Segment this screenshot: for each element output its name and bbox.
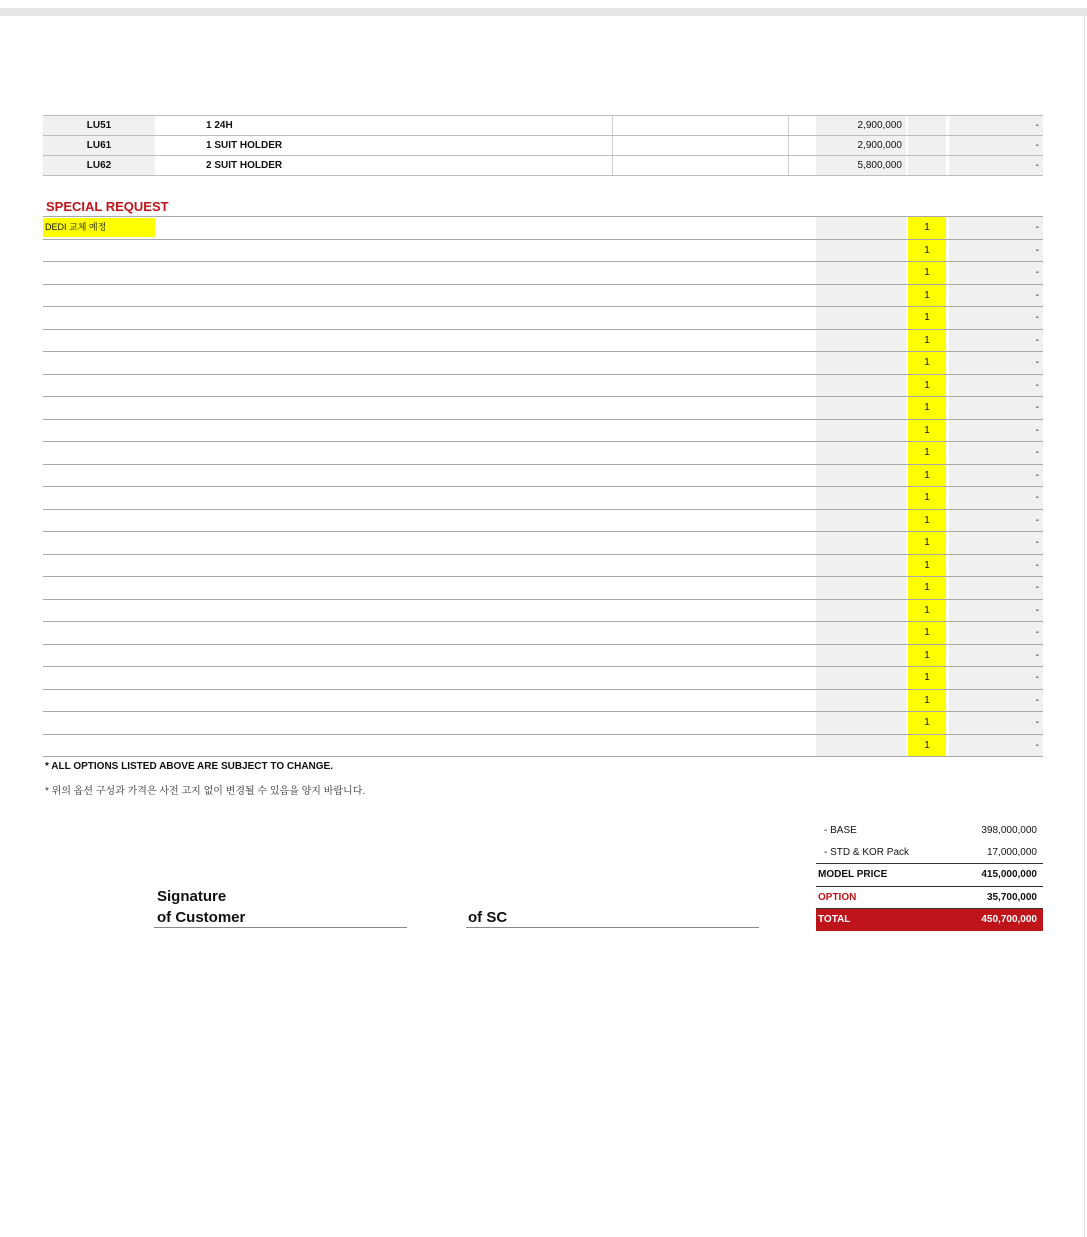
special-request-heading: SPECIAL REQUEST: [46, 199, 169, 214]
request-price[interactable]: [816, 442, 906, 464]
request-price[interactable]: [816, 465, 906, 487]
request-description[interactable]: [43, 466, 45, 485]
table-row: [43, 644, 1043, 667]
option-qty: [908, 136, 946, 155]
table-row: [43, 509, 1043, 532]
option-code: LU51: [43, 116, 155, 135]
request-description[interactable]: DEDI 교체 예정: [43, 218, 155, 237]
request-qty[interactable]: 1: [908, 240, 946, 262]
option-qty: [908, 156, 946, 175]
request-qty[interactable]: 1: [908, 375, 946, 397]
table-row: [43, 155, 1043, 176]
customer-signature-line2: of Customer: [157, 909, 246, 926]
request-qty[interactable]: 1: [908, 465, 946, 487]
request-price[interactable]: [816, 712, 906, 734]
request-qty[interactable]: 1: [908, 352, 946, 374]
request-price[interactable]: [816, 622, 906, 644]
request-description[interactable]: [43, 668, 45, 687]
customer-signature-label: [157, 886, 245, 928]
request-price[interactable]: [816, 555, 906, 577]
request-description[interactable]: [43, 263, 45, 282]
request-qty[interactable]: 1: [908, 262, 946, 284]
model-price-value: 415,000,000: [981, 869, 1037, 880]
request-qty[interactable]: 1: [908, 420, 946, 442]
option-name: 1 SUIT HOLDER: [206, 140, 283, 151]
request-qty[interactable]: 1: [908, 577, 946, 599]
request-price[interactable]: [816, 690, 906, 712]
table-row: [43, 689, 1043, 712]
request-description[interactable]: [43, 376, 45, 395]
request-qty[interactable]: 1: [908, 487, 946, 509]
request-qty[interactable]: 1: [908, 690, 946, 712]
sc-signature-label: of SC: [468, 909, 508, 926]
table-row: [43, 599, 1043, 622]
request-qty[interactable]: 1: [908, 510, 946, 532]
pack-label: - STD & KOR Pack: [824, 846, 910, 858]
column-divider: [788, 136, 789, 155]
request-qty[interactable]: 1: [908, 667, 946, 689]
option-price: 5,800,000: [816, 156, 906, 175]
option-name: 1 24H: [206, 120, 233, 131]
table-row: [43, 666, 1043, 689]
request-qty[interactable]: 1: [908, 285, 946, 307]
table-row: [43, 329, 1043, 352]
summary-total-row: [816, 908, 1043, 931]
request-description[interactable]: [43, 646, 45, 665]
request-amount: -: [949, 217, 1043, 239]
table-row: [43, 284, 1043, 307]
request-qty[interactable]: 1: [908, 622, 946, 644]
request-amount: -: [949, 645, 1043, 667]
request-price[interactable]: [816, 600, 906, 622]
request-description[interactable]: [43, 578, 45, 597]
column-divider: [788, 116, 789, 135]
request-qty[interactable]: 1: [908, 397, 946, 419]
request-price[interactable]: [816, 577, 906, 599]
request-qty[interactable]: 1: [908, 555, 946, 577]
request-description[interactable]: [43, 353, 45, 372]
request-description[interactable]: [43, 488, 45, 507]
table-row: [43, 576, 1043, 599]
request-price[interactable]: [816, 285, 906, 307]
request-price[interactable]: [816, 735, 906, 757]
request-description[interactable]: [43, 623, 45, 642]
request-description[interactable]: [43, 713, 45, 732]
table-row: [43, 531, 1043, 554]
table-row: [43, 464, 1043, 487]
request-description[interactable]: [43, 533, 45, 552]
request-price[interactable]: [816, 240, 906, 262]
column-divider: [612, 116, 613, 135]
request-amount: -: [949, 420, 1043, 442]
request-qty[interactable]: 1: [908, 217, 946, 239]
request-amount: -: [949, 622, 1043, 644]
request-qty[interactable]: 1: [908, 442, 946, 464]
top-bar: [0, 8, 1087, 16]
table-row: [43, 711, 1043, 734]
request-amount: -: [949, 465, 1043, 487]
summary-base-row: [816, 820, 1043, 842]
disclaimer-en: * ALL OPTIONS LISTED ABOVE ARE SUBJECT TO CHANGE.: [45, 761, 333, 772]
request-amount: -: [949, 442, 1043, 464]
option-name: 2 SUIT HOLDER: [206, 160, 283, 171]
summary-model-row: [816, 863, 1043, 886]
request-amount: -: [949, 307, 1043, 329]
request-description[interactable]: [43, 691, 45, 710]
customer-signature-line[interactable]: [154, 927, 407, 928]
model-price-label: MODEL PRICE: [818, 869, 888, 880]
request-qty[interactable]: 1: [908, 600, 946, 622]
option-price: 2,900,000: [816, 136, 906, 155]
page-edge: [1084, 16, 1085, 1237]
table-row: [43, 351, 1043, 374]
table-row: [43, 621, 1043, 644]
request-price[interactable]: [816, 510, 906, 532]
request-description[interactable]: [43, 308, 45, 327]
request-price[interactable]: [816, 667, 906, 689]
table-row: [43, 135, 1043, 155]
request-description[interactable]: [43, 331, 45, 350]
table-row: [43, 396, 1043, 419]
price-summary: [816, 820, 1043, 931]
table-row: [43, 216, 1043, 239]
request-amount: -: [949, 735, 1043, 757]
request-amount: -: [949, 667, 1043, 689]
request-qty[interactable]: 1: [908, 645, 946, 667]
option-label: OPTION: [818, 891, 857, 903]
request-amount: -: [949, 600, 1043, 622]
request-qty[interactable]: 1: [908, 307, 946, 329]
request-description[interactable]: [43, 241, 45, 260]
base-value: 398,000,000: [981, 825, 1037, 836]
table-row: [43, 115, 1043, 135]
request-amount: -: [949, 690, 1043, 712]
request-amount: -: [949, 532, 1043, 554]
sc-signature-line[interactable]: [466, 927, 759, 928]
request-price[interactable]: [816, 420, 906, 442]
request-price[interactable]: [816, 645, 906, 667]
option-amount: -: [949, 136, 1043, 155]
request-amount: -: [949, 240, 1043, 262]
request-qty[interactable]: 1: [908, 712, 946, 734]
table-row: [43, 374, 1043, 397]
options-table: [43, 115, 1043, 176]
request-price[interactable]: [816, 397, 906, 419]
option-qty: [908, 116, 946, 135]
table-row: [43, 261, 1043, 284]
column-divider: [612, 156, 613, 175]
table-row: [43, 306, 1043, 329]
request-amount: -: [949, 577, 1043, 599]
request-amount: -: [949, 397, 1043, 419]
request-amount: -: [949, 375, 1043, 397]
request-amount: -: [949, 510, 1043, 532]
option-code: LU61: [43, 136, 155, 155]
disclaimer-ko: * 위의 옵션 구성과 가격은 사전 고지 없이 변경될 수 있음을 양지 바랍니다.: [45, 786, 366, 797]
summary-pack-row: [816, 842, 1043, 864]
request-description[interactable]: [43, 736, 45, 755]
request-description[interactable]: [43, 443, 45, 462]
request-amount: -: [949, 330, 1043, 352]
request-qty[interactable]: 1: [908, 532, 946, 554]
option-amount: -: [949, 156, 1043, 175]
request-price[interactable]: [816, 487, 906, 509]
request-amount: -: [949, 487, 1043, 509]
request-price[interactable]: [816, 307, 906, 329]
request-amount: -: [949, 352, 1043, 374]
table-row: [43, 486, 1043, 509]
request-description[interactable]: [43, 286, 45, 305]
table-row: [43, 419, 1043, 442]
pack-value: 17,000,000: [986, 846, 1037, 858]
summary-option-row: [816, 886, 1043, 909]
request-amount: -: [949, 712, 1043, 734]
request-description[interactable]: [43, 556, 45, 575]
request-price[interactable]: [816, 532, 906, 554]
request-price[interactable]: [816, 352, 906, 374]
request-price[interactable]: [816, 262, 906, 284]
request-qty[interactable]: 1: [908, 330, 946, 352]
option-value: 35,700,000: [986, 891, 1037, 903]
request-qty[interactable]: 1: [908, 735, 946, 757]
column-divider: [612, 136, 613, 155]
option-code: LU62: [43, 156, 155, 175]
request-amount: -: [949, 262, 1043, 284]
request-price[interactable]: [816, 375, 906, 397]
request-price[interactable]: [816, 330, 906, 352]
request-price[interactable]: [816, 217, 906, 239]
base-label: - BASE: [824, 825, 857, 836]
table-row: [43, 441, 1043, 464]
table-row: [43, 554, 1043, 577]
table-row: [43, 239, 1043, 262]
customer-signature-line1: Signature: [157, 888, 227, 905]
total-value: 450,700,000: [981, 914, 1037, 925]
request-amount: -: [949, 555, 1043, 577]
option-amount: -: [949, 116, 1043, 135]
request-amount: -: [949, 285, 1043, 307]
request-description[interactable]: [43, 421, 45, 440]
request-description[interactable]: [43, 511, 45, 530]
special-request-table: [43, 216, 1043, 757]
option-price: 2,900,000: [816, 116, 906, 135]
request-description[interactable]: [43, 601, 45, 620]
total-label: TOTAL: [818, 914, 851, 925]
column-divider: [788, 156, 789, 175]
table-row: [43, 734, 1043, 758]
request-description[interactable]: [43, 398, 45, 417]
